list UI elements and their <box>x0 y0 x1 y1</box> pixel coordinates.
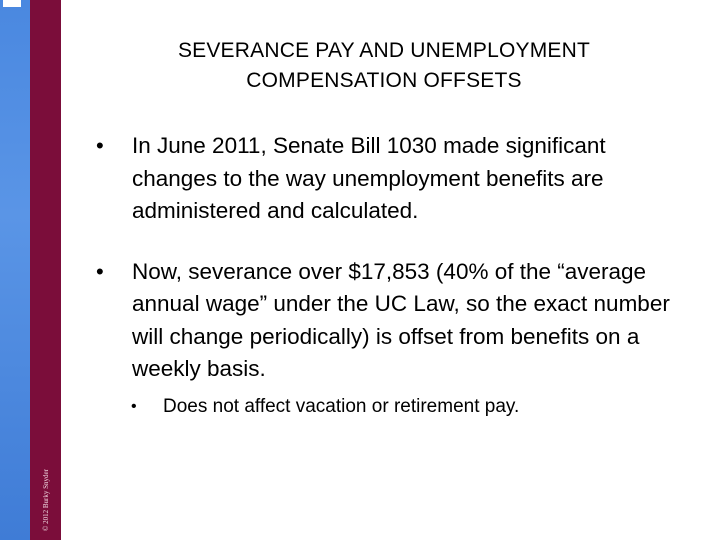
bullet-marker: • <box>96 133 104 158</box>
bullet-text: Now, severance over $17,853 (40% of the “average annual wage” under the UC Law, so the exact number will change periodically) is offset from benefits on a weekly basis. <box>132 258 670 381</box>
title-line-2: COMPENSATION OFFSETS <box>246 69 522 92</box>
left-accent-bar-maroon <box>30 0 61 540</box>
title-line-1: SEVERANCE PAY AND UNEMPLOYMENT <box>177 39 591 62</box>
bullet-text: In June 2011, Senate Bill 1030 made significant changes to the way unemployment benefits are administered and calculated. <box>132 133 606 223</box>
left-accent-bar-blue <box>0 0 30 540</box>
accent-notch <box>3 0 21 7</box>
sub-bullet-marker: • <box>131 397 137 415</box>
slide-title <box>100 36 668 96</box>
sub-bullet-item <box>96 394 696 420</box>
bullet-item <box>96 256 696 386</box>
bullet-list <box>96 130 696 420</box>
sub-bullet-text: Does not affect vacation or retirement pay. <box>163 395 520 417</box>
bullet-marker: • <box>96 258 104 284</box>
bullet-item <box>96 130 696 228</box>
copyright-notice: © 2012 Burky Snyder <box>42 469 50 531</box>
